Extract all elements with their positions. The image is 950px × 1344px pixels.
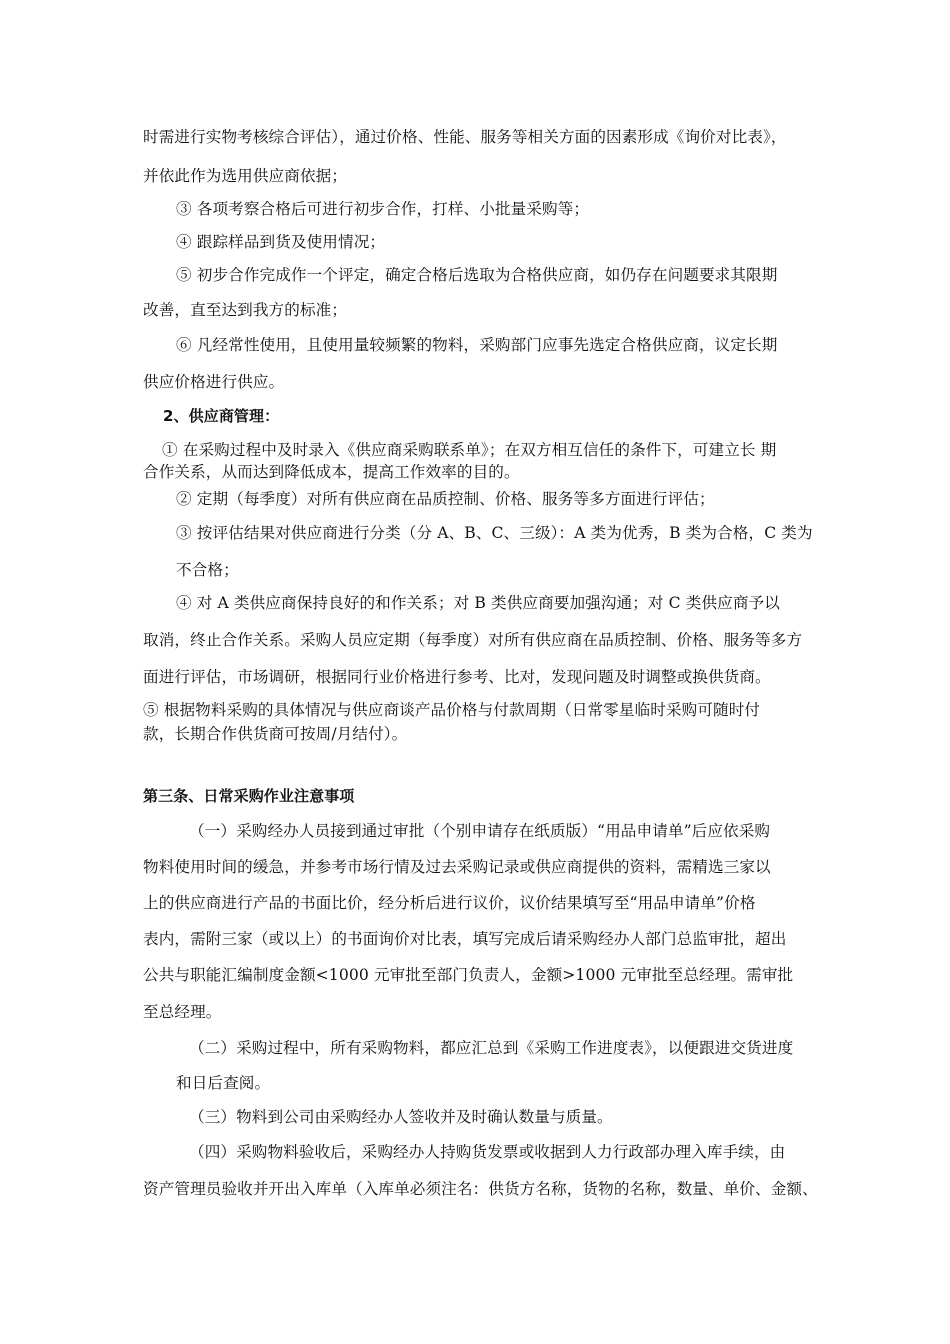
list-item: ④ 对 A 类供应商保持良好的和作关系；对 B 类供应商要加强沟通；对 C 类供应商予以	[176, 594, 780, 612]
paragraph-line: 面进行评估，市场调研，根据同行业价格进行参考、比对，发现问题及时调整或换供货商。	[143, 668, 771, 686]
paragraph-line: 公共与职能汇编制度金额<1000 元审批至部门负责人，金额>1000 元审批至总经理。需审批	[143, 966, 794, 984]
paragraph-line: 合作关系，从而达到降低成本，提高工作效率的目的。	[143, 463, 520, 481]
list-item: ⑤ 初步合作完成作一个评定，确定合格后选取为合格供应商，如仍存在问题要求其限期	[176, 266, 778, 284]
paragraph-line: 取消，终止合作关系。采购人员应定期（每季度）对所有供应商在品质控制、价格、服务等多方	[143, 631, 803, 649]
paragraph-line: 和日后查阅。	[176, 1074, 271, 1092]
paragraph-line: （三）物料到公司由采购经办人签收并及时确认数量与质量。	[189, 1108, 613, 1126]
paragraph-line: 至总经理。	[143, 1003, 222, 1021]
paragraph-line: 供应价格进行供应。	[143, 373, 285, 391]
paragraph-line: （二）采购过程中，所有采购物料，都应汇总到《采购工作进度表》，以便跟进交货进度	[189, 1039, 794, 1057]
list-item: ③ 按评估结果对供应商进行分类（分 A、B、C、三级）：A 类为优秀，B 类为合格，C 类为	[176, 524, 813, 542]
paragraph-line: 改善，直至达到我方的标准；	[143, 301, 348, 319]
paragraph-line: 不合格；	[176, 561, 239, 579]
paragraph-line: 资产管理员验收并开出入库单（入库单必须注名：供货方名称，货物的名称，数量、单价、金额、	[143, 1180, 818, 1198]
list-item: ⑥ 凡经常性使用，且使用量较频繁的物料，采购部门应事先选定合格供应商，议定长期	[176, 336, 778, 354]
paragraph-line: 款，长期合作供货商可按周/月结付）。	[143, 725, 408, 743]
paragraph-line: 物料使用时间的缓急，并参考市场行情及过去采购记录或供应商提供的资料，需精选三家以	[143, 858, 771, 876]
list-item: ⑤ 根据物料采购的具体情况与供应商谈产品价格与付款周期（日常零星临时采购可随时付	[143, 701, 761, 719]
list-item: ① 在采购过程中及时录入《供应商采购联系单》；在双方相互信任的条件下，可建立长 期	[162, 441, 777, 459]
list-item: ② 定期（每季度）对所有供应商在品质控制、价格、服务等多方面进行评估；	[176, 490, 715, 508]
list-item: ③ 各项考察合格后可进行初步合作，打样、小批量采购等；	[176, 200, 590, 218]
paragraph-line: 上的供应商进行产品的书面比价，经分析后进行议价，议价结果填写至“用品申请单”价格	[143, 894, 756, 912]
paragraph-line: （四）采购物料验收后，采购经办人持购货发票或收据到人力行政部办理入库手续，由	[189, 1143, 786, 1161]
paragraph-line: 时需进行实物考核综合评估），通过价格、性能、服务等相关方面的因素形成《询价对比表》，	[143, 128, 787, 146]
article-heading: 第三条、日常采购作业注意事项	[143, 787, 355, 805]
list-item: ④ 跟踪样品到货及使用情况；	[176, 233, 386, 251]
paragraph-line: 表内，需附三家（或以上）的书面询价对比表，填写完成后请采购经办人部门总监审批，超出	[143, 930, 787, 948]
section-heading: 2、供应商管理：	[163, 407, 280, 425]
paragraph-line: 并依此作为选用供应商依据；	[143, 167, 348, 185]
paragraph-line: （一）采购经办人员接到通过审批（个别申请存在纸质版）“用品申请单”后应依采购	[189, 822, 771, 840]
